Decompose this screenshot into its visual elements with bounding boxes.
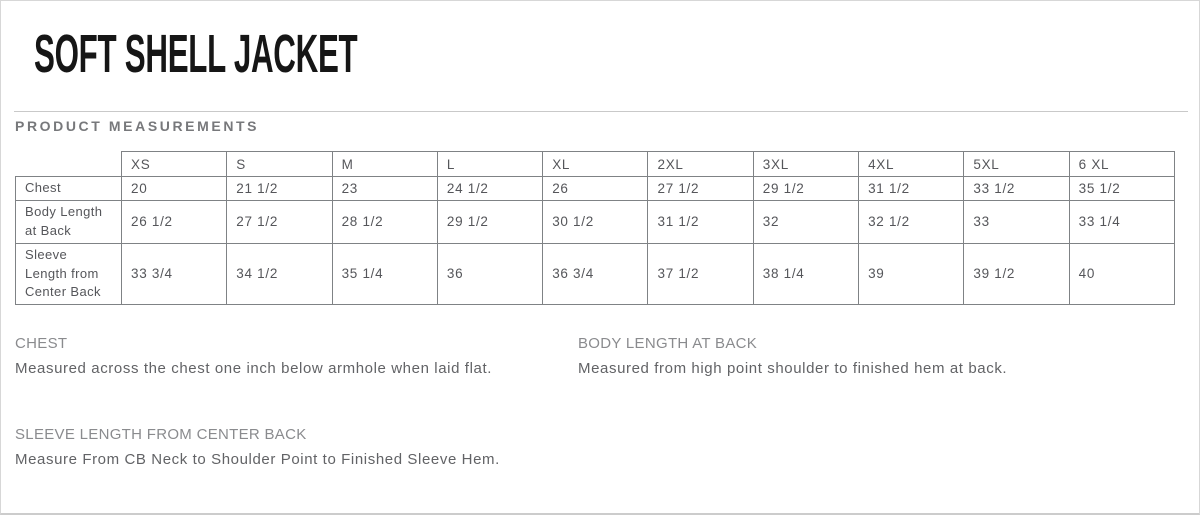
measurement-cell: 36 [437,243,542,305]
measurement-cell: 21 1/2 [227,177,332,201]
measurement-cell: 33 [964,201,1069,244]
measurement-cell: 32 [753,201,858,244]
page-title: SOFT SHELL JACKET [34,24,358,84]
measurement-cell: 31 1/2 [859,177,964,201]
note-body-length-text: Measured from high point shoulder to finished hem at back. [578,360,1008,377]
measurement-cell: 31 1/2 [648,201,753,244]
table-row-sleeve-length [16,243,1175,305]
size-header-l: L [437,152,542,177]
measurement-cell: 30 1/2 [543,201,648,244]
divider [14,111,1188,112]
measurement-cell: 26 1/2 [122,201,227,244]
section-heading-product-measurements: PRODUCT MEASUREMENTS [15,118,260,134]
corner-cell [16,152,122,177]
measurement-cell: 37 1/2 [648,243,753,305]
size-header-5xl: 5XL [964,152,1069,177]
measurement-cell: 27 1/2 [227,201,332,244]
measurement-cell: 38 1/4 [753,243,858,305]
note-chest [15,335,492,377]
measurement-cell: 24 1/2 [437,177,542,201]
table-row-body-length [16,201,1175,244]
note-sleeve-length-heading: SLEEVE LENGTH FROM CENTER BACK [15,426,307,443]
note-sleeve-length [15,426,500,468]
measurements-table [15,151,1175,305]
measurement-cell: 39 [859,243,964,305]
measurement-cell: 40 [1069,243,1174,305]
note-body-length-heading: BODY LENGTH AT BACK [578,335,758,352]
note-sleeve-length-text: Measure From CB Neck to Shoulder Point to Finished Sleeve Hem. [15,451,500,468]
row-label-chest: Chest [16,177,122,201]
measurement-cell: 32 1/2 [859,201,964,244]
size-header-2xl: 2XL [648,152,753,177]
size-header-xl: XL [543,152,648,177]
note-chest-heading: CHEST [15,335,68,352]
measurement-cell: 35 1/2 [1069,177,1174,201]
measurement-cell: 39 1/2 [964,243,1069,305]
row-label-sleeve-length: Sleeve Length from Center Back [16,243,122,305]
note-chest-text: Measured across the chest one inch below armhole when laid flat. [15,360,492,377]
measurement-cell: 29 1/2 [753,177,858,201]
size-header-6xl: 6 XL [1069,152,1174,177]
measurement-cell: 28 1/2 [332,201,437,244]
note-body-length [578,335,1007,377]
size-header-s: S [227,152,332,177]
measurement-cell: 34 1/2 [227,243,332,305]
size-header-3xl: 3XL [753,152,858,177]
measurement-cell: 36 3/4 [543,243,648,305]
measurement-cell: 20 [122,177,227,201]
table-row-chest [16,177,1175,201]
size-header-xs: XS [122,152,227,177]
measurement-cell: 27 1/2 [648,177,753,201]
size-header-m: M [332,152,437,177]
measurement-cell: 29 1/2 [437,201,542,244]
measurement-cell: 33 1/2 [964,177,1069,201]
size-header-row [16,152,1175,177]
measurement-cell: 33 3/4 [122,243,227,305]
measurement-cell: 23 [332,177,437,201]
row-label-body-length: Body Length at Back [16,201,122,244]
measurement-cell: 33 1/4 [1069,201,1174,244]
measurement-cell: 35 1/4 [332,243,437,305]
size-header-4xl: 4XL [859,152,964,177]
measurement-cell: 26 [543,177,648,201]
